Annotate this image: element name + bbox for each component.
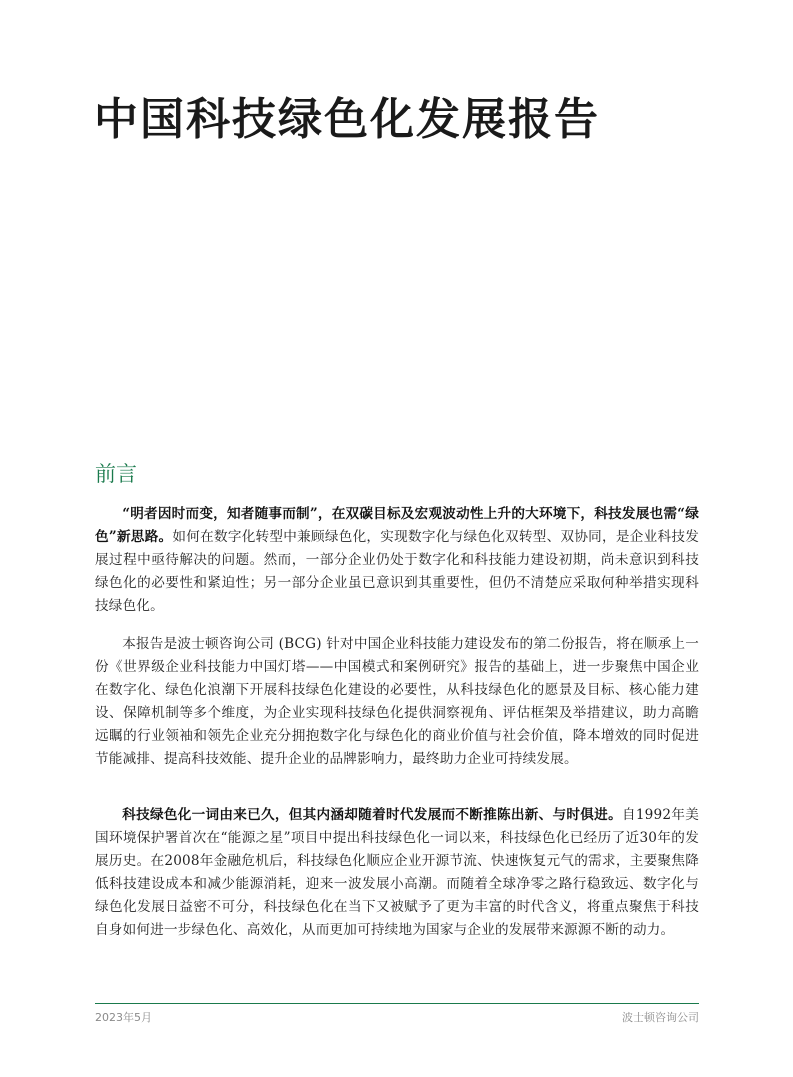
preface-heading: 前言 [95,462,137,486]
footer-date: 2023年5月 [95,1011,152,1024]
preface-paragraph-3 [95,804,699,942]
paragraph-body: 本报告是波士顿咨询公司 (BCG) 针对中国企业科技能力建设发布的第二份报告，将在顺承上一份《世界级企业科技能力中国灯塔——中国模式和案例研究》报告的基础上，进一步聚焦中国企业在数字化、绿色化浪潮下开展科技绿色化建设的必要性，从科技绿色化的愿景及目标、核心能力建设、保障机制等多个维度，为企业实现科技绿色化提供洞察视角、评估框架及举措建议，助力高瞻远瞩的行业领袖和领先企业充分拥抱数字化与绿色化的商业价值与社会价值，降本增效的同时促进节能减排、提高科技效能、提升企业的品牌影响力，最终助力企业可持续发展。 [95,636,699,767]
footer-divider [95,1003,699,1004]
preface-paragraph-1 [95,503,699,618]
paragraph-lead-bold: 科技绿色化一词由来已久，但其内涵却随着时代发展而不断推陈出新、与时俱进。 [122,807,622,823]
paragraph-body: 自1992年美国环境保护署首次在“能源之星”项目中提出科技绿色化一词以来，科技绿色化已经历了近30年的发展历史。在2008年金融危机后，科技绿色化顺应企业开源节流、快速恢复元气的需求，主要聚焦降低科技建设成本和减少能源消耗，迎来一波发展小高潮。而随着全球净零之路行稳致远、数字化与绿色化发展日益密不可分，科技绿色化在当下又被赋予了更为丰富的时代含义，将重点聚焦于科技自身如何进一步绿色化、高效化，从而更加可持续地为国家与企业的发展带来源源不断的动力。 [95,807,699,938]
footer-publisher: 波士顿咨询公司 [622,1011,699,1024]
document-title: 中国科技绿色化发展报告 [94,94,600,145]
paragraph-body: 如何在数字化转型中兼顾绿色化，实现数字化与绿色化双转型、双协同，是企业科技发展过程中亟待解决的问题。然而，一部分企业仍处于数字化和科技能力建设初期，尚未意识到科技绿色化的必要性和紧迫性；另一部分企业虽已意识到其重要性，但仍不清楚应采取何种举措实现科技绿色化。 [95,529,699,614]
preface-paragraph-2 [95,633,699,771]
paragraph-lead-bold: “明者因时而变，知者随事而制”，在双碳目标及宏观波动性上升的大环境下，科技发展也需“绿色”新思路。 [95,506,699,545]
